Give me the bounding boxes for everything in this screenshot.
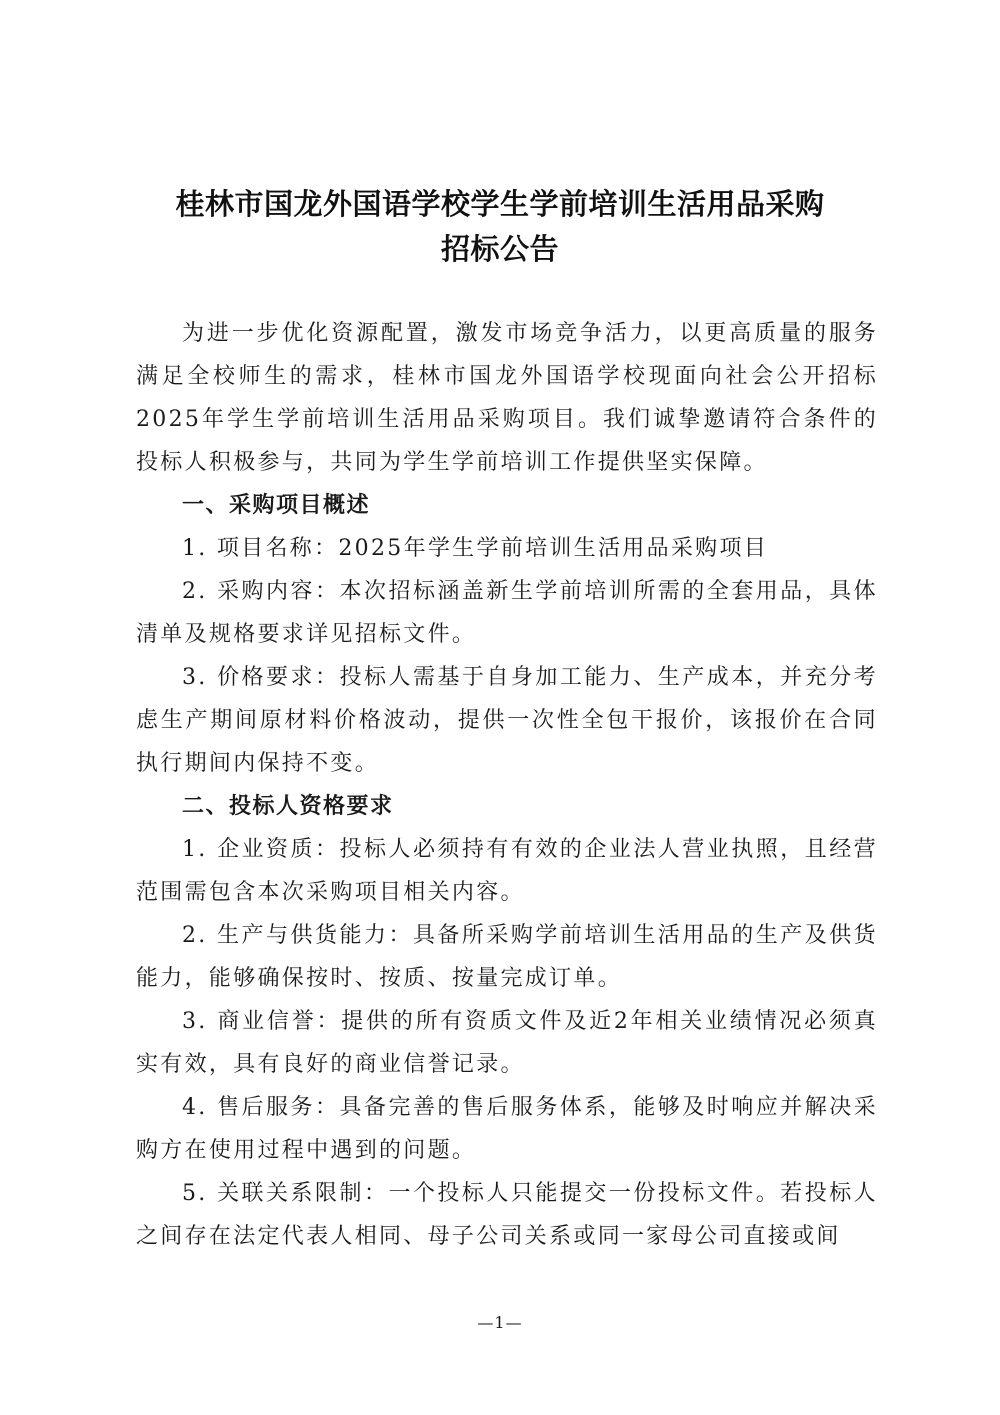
overview-item-2: 2. 采购内容：本次招标涵盖新生学前培训所需的全套用品，具体清单及规格要求详见招标文件。 xyxy=(136,579,878,647)
overview-item-1: 1. 项目名称：2025年学生学前培训生活用品采购项目 xyxy=(182,536,769,561)
qualification-item-3: 3. 商业信誉：提供的所有资质文件及近2年相关业绩情况必须真实有效，具有良好的商业信誉记录。 xyxy=(136,1009,878,1077)
qualification-item-4: 4. 售后服务：具备完善的售后服务体系，能够及时响应并解决采购方在使用过程中遇到的问题。 xyxy=(136,1095,878,1163)
qualification-item-5: 5. 关联关系限制：一个投标人只能提交一份投标文件。若投标人之间存在法定代表人相同、母子公司关系或同一家母公司直接或间 xyxy=(136,1181,878,1249)
qualification-item-1: 1. 企业资质：投标人必须持有有效的企业法人营业执照，且经营范围需包含本次采购项目相关内容。 xyxy=(136,837,878,905)
document-title-line1: 桂林市国龙外国语学校学生学前培训生活用品采购 xyxy=(175,187,825,221)
overview-item-3: 3. 价格要求：投标人需基于自身加工能力、生产成本，并充分考虑生产期间原材料价格波动，提供一次性全包干报价，该报价在合同执行期间内保持不变。 xyxy=(136,665,878,776)
document-title-line2: 招标公告 xyxy=(440,232,559,266)
document-body xyxy=(136,312,878,1258)
intro-paragraph: 为进一步优化资源配置，激发市场竞争活力，以更高质量的服务满足全校师生的需求，桂林市国龙外国语学校现面向社会公开招标2025年学生学前培训生活用品采购项目。我们诚挚邀请符合条件的投标人积极参与，共同为学生学前培训工作提供坚实保障。 xyxy=(136,321,878,475)
section-heading-qualifications: 二、投标人资格要求 xyxy=(182,794,394,819)
page-number: —1— xyxy=(477,1313,523,1332)
section-heading-overview: 一、采购项目概述 xyxy=(182,493,371,518)
qualification-item-2: 2. 生产与供货能力：具备所采购学前培训生活用品的生产及供货能力，能够确保按时、按质、按量完成订单。 xyxy=(136,923,878,991)
